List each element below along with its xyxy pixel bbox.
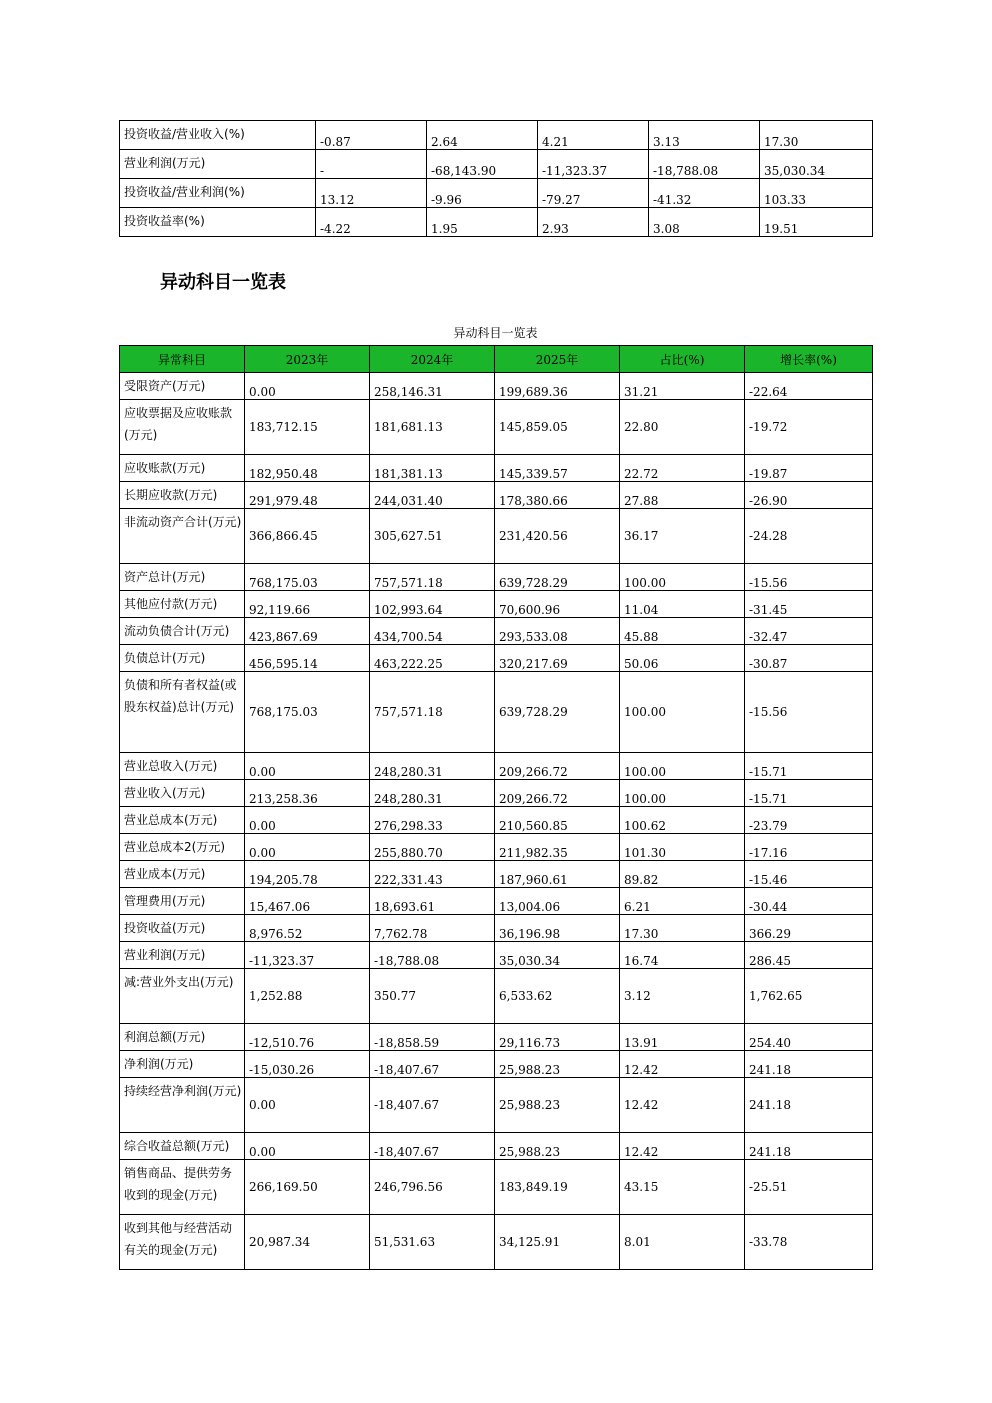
table-row xyxy=(120,591,873,618)
cell-value: 255,880.70 xyxy=(370,834,495,861)
cell-value: 0.00 xyxy=(245,834,370,861)
cell-value: 100.62 xyxy=(620,807,745,834)
cell-value: -18,407.67 xyxy=(370,1133,495,1160)
table-row xyxy=(120,509,873,564)
cell-value: 20,987.34 xyxy=(245,1215,370,1270)
cell-value: 8.01 xyxy=(620,1215,745,1270)
cell-value: -15.46 xyxy=(745,861,873,888)
cell-value: -15.71 xyxy=(745,753,873,780)
cell-value: -19.87 xyxy=(745,455,873,482)
cell-value: 211,982.35 xyxy=(495,834,620,861)
cell-value: 276,298.33 xyxy=(370,807,495,834)
table-row xyxy=(120,400,873,455)
cell-value: 2.93 xyxy=(538,208,649,237)
cell-value: 8,976.52 xyxy=(245,915,370,942)
column-header: 2025年 xyxy=(495,346,620,373)
table-row xyxy=(120,455,873,482)
cell-value: 463,222.25 xyxy=(370,645,495,672)
cell-value: -15.71 xyxy=(745,780,873,807)
cell-value: -33.78 xyxy=(745,1215,873,1270)
row-label: 收到其他与经营活动有关的现金(万元) xyxy=(120,1215,245,1270)
cell-value: 89.82 xyxy=(620,861,745,888)
cell-value: -18,407.67 xyxy=(370,1078,495,1133)
table-row xyxy=(120,780,873,807)
cell-value: -18,788.08 xyxy=(649,150,760,179)
cell-value: - xyxy=(316,150,427,179)
row-label: 应收票据及应收账款(万元) xyxy=(120,400,245,455)
table-row xyxy=(120,834,873,861)
cell-value: -18,407.67 xyxy=(370,1051,495,1078)
cell-value: 182,950.48 xyxy=(245,455,370,482)
cell-value: -31.45 xyxy=(745,591,873,618)
row-label: 营业总成本(万元) xyxy=(120,807,245,834)
row-label: 净利润(万元) xyxy=(120,1051,245,1078)
cell-value: 11.04 xyxy=(620,591,745,618)
cell-value: 210,560.85 xyxy=(495,807,620,834)
cell-value: -12,510.76 xyxy=(245,1024,370,1051)
cell-value: -24.28 xyxy=(745,509,873,564)
table-row xyxy=(120,150,873,179)
table-row xyxy=(120,373,873,400)
cell-value: 50.06 xyxy=(620,645,745,672)
row-label: 管理费用(万元) xyxy=(120,888,245,915)
row-label: 综合收益总额(万元) xyxy=(120,1133,245,1160)
cell-value: -68,143.90 xyxy=(427,150,538,179)
cell-value: 35,030.34 xyxy=(495,942,620,969)
cell-value: 639,728.29 xyxy=(495,672,620,753)
cell-value: 199,689.36 xyxy=(495,373,620,400)
cell-value: 209,266.72 xyxy=(495,780,620,807)
cell-value: 3.13 xyxy=(649,121,760,150)
table-row xyxy=(120,969,873,1024)
row-label: 应收账款(万元) xyxy=(120,455,245,482)
cell-value: 305,627.51 xyxy=(370,509,495,564)
table-row xyxy=(120,618,873,645)
cell-value: 100.00 xyxy=(620,564,745,591)
cell-value: 3.08 xyxy=(649,208,760,237)
column-header: 异常科目 xyxy=(120,346,245,373)
row-label: 流动负债合计(万元) xyxy=(120,618,245,645)
row-label: 营业总收入(万元) xyxy=(120,753,245,780)
row-label: 营业总成本2(万元) xyxy=(120,834,245,861)
cell-value: 34,125.91 xyxy=(495,1215,620,1270)
cell-value: 231,420.56 xyxy=(495,509,620,564)
cell-value: 366,866.45 xyxy=(245,509,370,564)
row-label: 非流动资产合计(万元) xyxy=(120,509,245,564)
cell-value: 92,119.66 xyxy=(245,591,370,618)
table-row xyxy=(120,482,873,509)
table-row xyxy=(120,888,873,915)
row-label: 利润总额(万元) xyxy=(120,1024,245,1051)
cell-value: -15,030.26 xyxy=(245,1051,370,1078)
table-row xyxy=(120,1024,873,1051)
row-label: 投资收益(万元) xyxy=(120,915,245,942)
cell-value: 222,331.43 xyxy=(370,861,495,888)
cell-value: 183,712.15 xyxy=(245,400,370,455)
row-label: 销售商品、提供劳务收到的现金(万元) xyxy=(120,1160,245,1215)
cell-value: 17.30 xyxy=(760,121,873,150)
cell-value: -25.51 xyxy=(745,1160,873,1215)
cell-value: -11,323.37 xyxy=(245,942,370,969)
cell-value: 246,796.56 xyxy=(370,1160,495,1215)
row-label: 营业利润(万元) xyxy=(120,942,245,969)
cell-value: 366.29 xyxy=(745,915,873,942)
cell-value: 25,988.23 xyxy=(495,1051,620,1078)
row-label: 负债总计(万元) xyxy=(120,645,245,672)
cell-value: 103.33 xyxy=(760,179,873,208)
cell-value: 0.00 xyxy=(245,753,370,780)
cell-value: 36,196.98 xyxy=(495,915,620,942)
cell-value: 0.00 xyxy=(245,373,370,400)
cell-value: 248,280.31 xyxy=(370,780,495,807)
cell-value: 0.00 xyxy=(245,1133,370,1160)
cell-value: 639,728.29 xyxy=(495,564,620,591)
table-row xyxy=(120,807,873,834)
cell-value: 101.30 xyxy=(620,834,745,861)
cell-value: -18,788.08 xyxy=(370,942,495,969)
cell-value: 244,031.40 xyxy=(370,482,495,509)
table-row xyxy=(120,121,873,150)
cell-value: 100.00 xyxy=(620,672,745,753)
cell-value: 15,467.06 xyxy=(245,888,370,915)
row-label: 投资收益/营业利润(%) xyxy=(120,179,316,208)
cell-value: 18,693.61 xyxy=(370,888,495,915)
cell-value: 145,339.57 xyxy=(495,455,620,482)
anomaly-items-table xyxy=(119,345,873,1270)
cell-value: -19.72 xyxy=(745,400,873,455)
cell-value: 102,993.64 xyxy=(370,591,495,618)
cell-value: 194,205.78 xyxy=(245,861,370,888)
cell-value: 12.42 xyxy=(620,1078,745,1133)
cell-value: 768,175.03 xyxy=(245,564,370,591)
cell-value: 25,988.23 xyxy=(495,1078,620,1133)
cell-value: 100.00 xyxy=(620,780,745,807)
cell-value: 19.51 xyxy=(760,208,873,237)
cell-value: -26.90 xyxy=(745,482,873,509)
cell-value: 29,116.73 xyxy=(495,1024,620,1051)
cell-value: 25,988.23 xyxy=(495,1133,620,1160)
cell-value: -30.44 xyxy=(745,888,873,915)
section-heading: 异动科目一览表 xyxy=(160,272,286,293)
cell-value: 181,681.13 xyxy=(370,400,495,455)
table-row xyxy=(120,645,873,672)
row-label: 营业成本(万元) xyxy=(120,861,245,888)
cell-value: -11,323.37 xyxy=(538,150,649,179)
cell-value: 183,849.19 xyxy=(495,1160,620,1215)
cell-value: 17.30 xyxy=(620,915,745,942)
cell-value: -30.87 xyxy=(745,645,873,672)
cell-value: 145,859.05 xyxy=(495,400,620,455)
cell-value: 3.12 xyxy=(620,969,745,1024)
cell-value: -17.16 xyxy=(745,834,873,861)
cell-value: 70,600.96 xyxy=(495,591,620,618)
cell-value: 35,030.34 xyxy=(760,150,873,179)
table-caption: 异动科目一览表 xyxy=(453,326,538,340)
cell-value: 241.18 xyxy=(745,1078,873,1133)
cell-value: 258,146.31 xyxy=(370,373,495,400)
cell-value: -79.27 xyxy=(538,179,649,208)
table-row xyxy=(120,672,873,753)
cell-value: 248,280.31 xyxy=(370,753,495,780)
table-row xyxy=(120,915,873,942)
cell-value: -9.96 xyxy=(427,179,538,208)
cell-value: -22.64 xyxy=(745,373,873,400)
cell-value: 350.77 xyxy=(370,969,495,1024)
continued-metrics-table xyxy=(119,120,873,237)
cell-value: -23.79 xyxy=(745,807,873,834)
table-row xyxy=(120,1051,873,1078)
table-row xyxy=(120,1078,873,1133)
row-label: 投资收益率(%) xyxy=(120,208,316,237)
column-header: 2024年 xyxy=(370,346,495,373)
cell-value: 16.74 xyxy=(620,942,745,969)
cell-value: 13.12 xyxy=(316,179,427,208)
cell-value: 100.00 xyxy=(620,753,745,780)
cell-value: 241.18 xyxy=(745,1051,873,1078)
cell-value: 7,762.78 xyxy=(370,915,495,942)
table-row xyxy=(120,942,873,969)
table-row xyxy=(120,861,873,888)
cell-value: 12.42 xyxy=(620,1133,745,1160)
cell-value: -4.22 xyxy=(316,208,427,237)
cell-value: 286.45 xyxy=(745,942,873,969)
cell-value: -15.56 xyxy=(745,564,873,591)
cell-value: 181,381.13 xyxy=(370,455,495,482)
cell-value: 0.00 xyxy=(245,807,370,834)
cell-value: 456,595.14 xyxy=(245,645,370,672)
cell-value: 13,004.06 xyxy=(495,888,620,915)
cell-value: 13.91 xyxy=(620,1024,745,1051)
cell-value: -32.47 xyxy=(745,618,873,645)
cell-value: 320,217.69 xyxy=(495,645,620,672)
cell-value: 757,571.18 xyxy=(370,672,495,753)
row-label: 其他应付款(万元) xyxy=(120,591,245,618)
cell-value: 31.21 xyxy=(620,373,745,400)
cell-value: 2.64 xyxy=(427,121,538,150)
column-header: 2023年 xyxy=(245,346,370,373)
cell-value: 209,266.72 xyxy=(495,753,620,780)
cell-value: 178,380.66 xyxy=(495,482,620,509)
cell-value: 213,258.36 xyxy=(245,780,370,807)
row-label: 投资收益/营业收入(%) xyxy=(120,121,316,150)
table-row xyxy=(120,1133,873,1160)
row-label: 负债和所有者权益(或股东权益)总计(万元) xyxy=(120,672,245,753)
cell-value: 434,700.54 xyxy=(370,618,495,645)
table-row xyxy=(120,1160,873,1215)
cell-value: 43.15 xyxy=(620,1160,745,1215)
table-row xyxy=(120,1215,873,1270)
row-label: 营业收入(万元) xyxy=(120,780,245,807)
table-row xyxy=(120,564,873,591)
row-label: 营业利润(万元) xyxy=(120,150,316,179)
cell-value: 293,533.08 xyxy=(495,618,620,645)
cell-value: 254.40 xyxy=(745,1024,873,1051)
cell-value: 187,960.61 xyxy=(495,861,620,888)
cell-value: 22.80 xyxy=(620,400,745,455)
cell-value: 1,762.65 xyxy=(745,969,873,1024)
cell-value: 4.21 xyxy=(538,121,649,150)
table-row xyxy=(120,208,873,237)
row-label: 受限资产(万元) xyxy=(120,373,245,400)
cell-value: 0.00 xyxy=(245,1078,370,1133)
cell-value: 423,867.69 xyxy=(245,618,370,645)
cell-value: 291,979.48 xyxy=(245,482,370,509)
row-label: 资产总计(万元) xyxy=(120,564,245,591)
cell-value: 45.88 xyxy=(620,618,745,645)
cell-value: 241.18 xyxy=(745,1133,873,1160)
cell-value: 266,169.50 xyxy=(245,1160,370,1215)
cell-value: -18,858.59 xyxy=(370,1024,495,1051)
table-row xyxy=(120,753,873,780)
cell-value: 757,571.18 xyxy=(370,564,495,591)
cell-value: 1.95 xyxy=(427,208,538,237)
row-label: 减:营业外支出(万元) xyxy=(120,969,245,1024)
column-header: 占比(%) xyxy=(620,346,745,373)
cell-value: -15.56 xyxy=(745,672,873,753)
cell-value: 36.17 xyxy=(620,509,745,564)
cell-value: 6,533.62 xyxy=(495,969,620,1024)
cell-value: 22.72 xyxy=(620,455,745,482)
cell-value: 27.88 xyxy=(620,482,745,509)
cell-value: 6.21 xyxy=(620,888,745,915)
cell-value: 768,175.03 xyxy=(245,672,370,753)
table-header-row xyxy=(120,346,873,373)
cell-value: -41.32 xyxy=(649,179,760,208)
table-row xyxy=(120,179,873,208)
cell-value: -0.87 xyxy=(316,121,427,150)
column-header: 增长率(%) xyxy=(745,346,873,373)
cell-value: 1,252.88 xyxy=(245,969,370,1024)
row-label: 持续经营净利润(万元) xyxy=(120,1078,245,1133)
cell-value: 12.42 xyxy=(620,1051,745,1078)
cell-value: 51,531.63 xyxy=(370,1215,495,1270)
row-label: 长期应收款(万元) xyxy=(120,482,245,509)
